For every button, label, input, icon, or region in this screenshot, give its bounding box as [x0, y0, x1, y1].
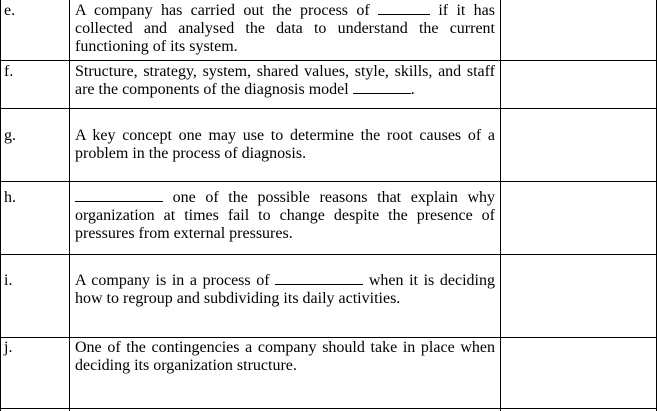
row-divider	[0, 254, 657, 255]
question-text-end: one of the possible reasons that explain why organization at times fail to change despite the presence of pressures from external pressures.	[75, 189, 495, 242]
answer-blank[interactable]	[275, 272, 363, 285]
column-divider	[500, 0, 501, 411]
question-text: One of the contingencies a company should take in place when deciding its organization structure.	[75, 339, 495, 374]
row-divider	[0, 337, 657, 338]
answer-blank[interactable]	[378, 2, 430, 15]
row-divider	[0, 181, 657, 182]
question-text-start: Structure, strategy, system, shared values, style, skills, and staff are the components of the diagnosis model	[75, 63, 495, 98]
question-text	[75, 63, 495, 99]
answer-blank[interactable]	[353, 81, 411, 94]
row-letter: j.	[4, 339, 13, 356]
row-letter: e.	[4, 2, 16, 19]
question-text-end: if it has collected and analysed the data to understand the current functioning of its system.	[75, 2, 496, 55]
table-border-left	[0, 0, 1, 411]
question-text	[75, 272, 495, 308]
row-divider	[0, 108, 657, 109]
answer-blank[interactable]	[75, 189, 163, 202]
row-letter: i.	[4, 272, 13, 289]
table-border-bottom	[0, 408, 657, 409]
row-letter: g.	[4, 127, 16, 144]
row-letter: f.	[4, 63, 14, 80]
question-text-start: A company has carried out the process of	[75, 2, 379, 19]
question-text-end: when it is deciding how to regroup and subdividing its daily activities.	[75, 272, 495, 307]
question-text	[75, 189, 495, 243]
question-text-start: A company is in a process of	[75, 272, 276, 289]
column-divider	[69, 0, 70, 411]
row-divider	[0, 60, 657, 61]
question-text	[75, 2, 495, 56]
question-text: A key concept one may use to determine the root causes of a problem in the process of diagnosis.	[75, 127, 495, 162]
row-letter: h.	[4, 189, 16, 206]
question-text-end: .	[410, 81, 415, 98]
